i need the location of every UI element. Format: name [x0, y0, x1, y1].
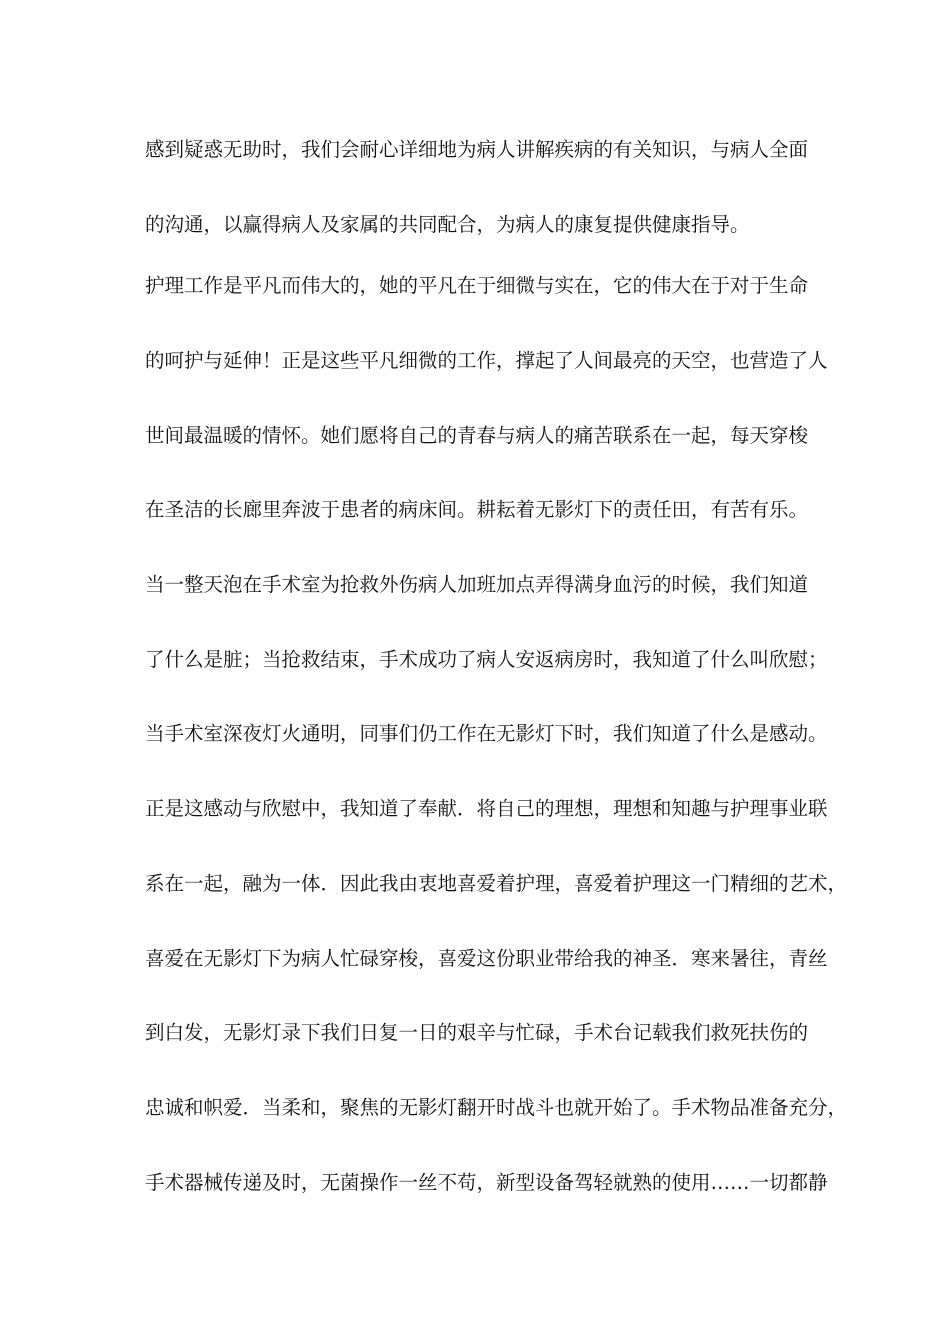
text-line-7: 当一整天泡在手术室为抢救外伤病人加班加点弄得满身血污的时候，我们知道 — [145, 573, 809, 596]
text-line-13: 到白发，无影灯录下我们日复一日的艰辛与忙碌，手术台记载我们救死扶伤的 — [145, 1021, 809, 1044]
text-line-14: 忠诚和帜爱．当柔和，聚焦的无影灯翻开时战斗也就开始了。手术物品准备充分， — [145, 1096, 848, 1119]
text-line-3: 护理工作是平凡而伟大的，她的平凡在于细微与实在，它的伟大在于对于生命 — [145, 274, 809, 297]
text-line-4: 的呵护与延伸！正是这些平凡细微的工作，撑起了人间最亮的天空，也营造了人 — [145, 349, 828, 372]
text-line-9: 当手术室深夜灯火通明，同事们仍工作在无影灯下时，我们知道了什么是感动。 — [145, 722, 828, 745]
text-line-11: 系在一起，融为一体．因此我由衷地喜爱着护理，喜爱着护理这一门精细的艺术， — [145, 872, 848, 895]
text-line-1: 感到疑惑无助时，我们会耐心详细地为病人讲解疾病的有关知识，与病人全面 — [145, 138, 809, 161]
text-line-5: 世间最温暖的情怀。她们愿将自己的青春与病人的痛苦联系在一起，每天穿梭 — [145, 424, 809, 447]
text-line-10: 正是这感动与欣慰中，我知道了奉献．将自己的理想，理想和知趣与护理事业联 — [145, 797, 828, 820]
text-line-6: 在圣洁的长廊里奔波于患者的病床间。耕耘着无影灯下的责任田，有苦有乐。 — [145, 498, 809, 521]
text-line-8: 了什么是脏；当抢救结束，手术成功了病人安返病房时，我知道了什么叫欣慰； — [145, 648, 828, 671]
text-line-12: 喜爱在无影灯下为病人忙碌穿梭，喜爱这份职业带给我的神圣．寒来暑往，青丝 — [145, 947, 828, 970]
text-line-2: 的沟通，以赢得病人及家属的共同配合，为病人的康复提供健康指导。 — [145, 213, 750, 236]
text-line-15: 手术器械传递及时，无菌操作一丝不苟，新型设备驾轻就熟的使用……一切都静 — [145, 1171, 828, 1194]
